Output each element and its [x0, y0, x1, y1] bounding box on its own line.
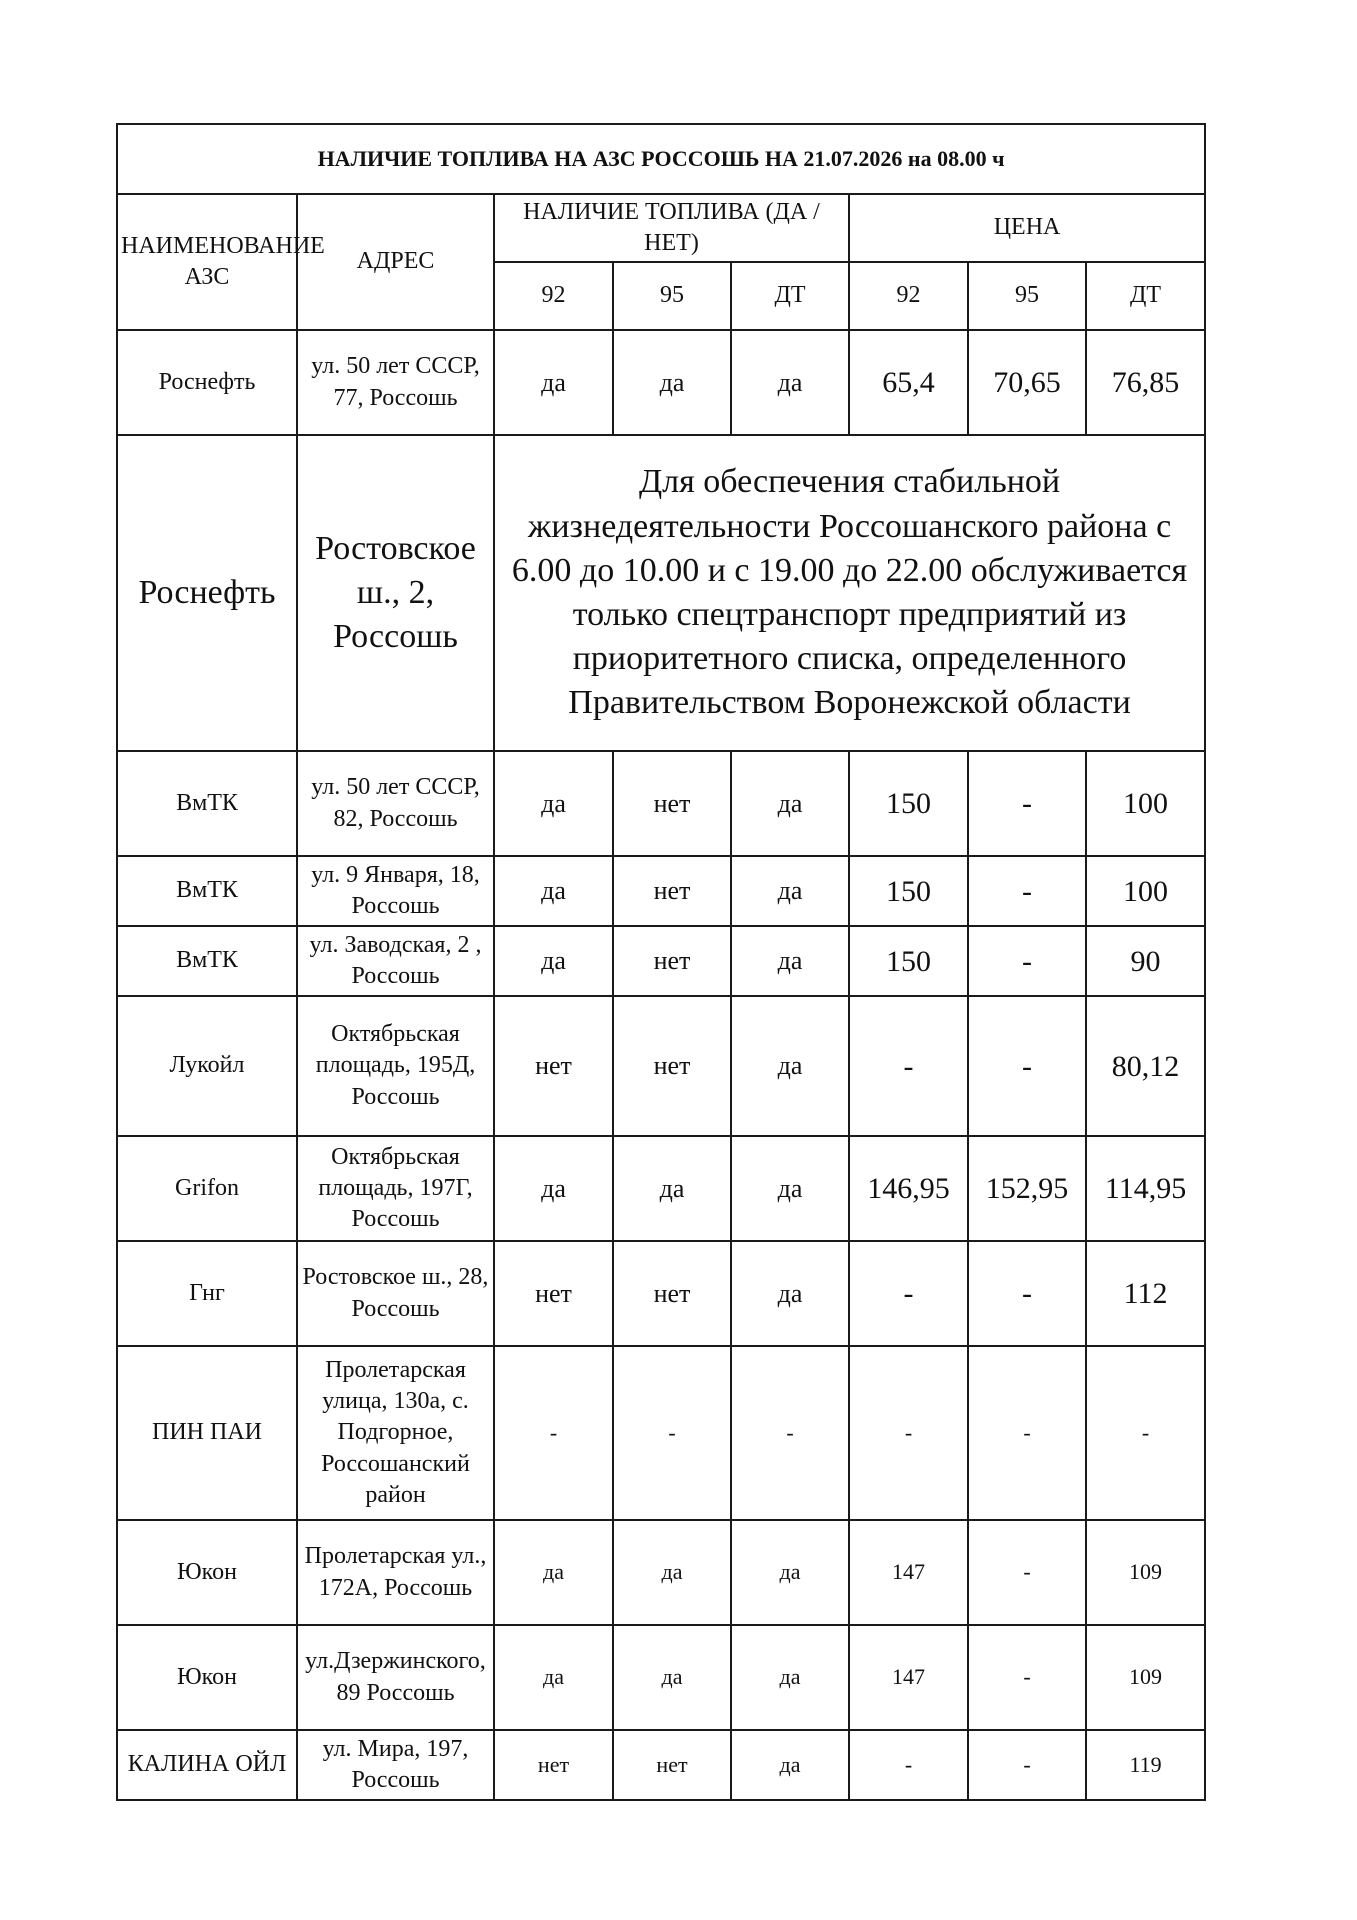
price-92: 65,4: [849, 330, 968, 435]
availability-95: нет: [613, 996, 731, 1136]
price-dt: 76,85: [1086, 330, 1205, 435]
price-95: -: [968, 1625, 1086, 1730]
price-dt: 80,12: [1086, 996, 1205, 1136]
price-95: -: [968, 1730, 1086, 1800]
price-dt: 90: [1086, 926, 1205, 996]
availability-92: да: [494, 856, 613, 926]
availability-95: нет: [613, 1241, 731, 1346]
price-92: 147: [849, 1520, 968, 1625]
station-address: ул. 50 лет СССР, 82, Россошь: [297, 751, 494, 856]
price-95: 152,95: [968, 1136, 1086, 1241]
price-dt: 112: [1086, 1241, 1205, 1346]
availability-dt: да: [731, 996, 849, 1136]
price-95: -: [968, 1346, 1086, 1520]
station-address: ул. 50 лет СССР, 77, Россошь: [297, 330, 494, 435]
station-address: Октябрьская площадь, 195Д, Россошь: [297, 996, 494, 1136]
station-address: Ростовское ш., 28, Россошь: [297, 1241, 494, 1346]
availability-dt: да: [731, 1625, 849, 1730]
availability-92: нет: [494, 996, 613, 1136]
availability-95: нет: [613, 1730, 731, 1800]
table-title: НАЛИЧИЕ ТОПЛИВА НА АЗС РОССОШЬ НА 21.07.2026 на 08.00 ч: [117, 124, 1205, 194]
station-name: Роснефть: [117, 435, 297, 751]
price-95: -: [968, 751, 1086, 856]
header-avail-dt: ДТ: [731, 262, 849, 330]
price-92: 150: [849, 751, 968, 856]
fuel-availability-table: [116, 123, 1206, 1801]
availability-92: нет: [494, 1730, 613, 1800]
table-row: [117, 1625, 1205, 1730]
table-row: [117, 1241, 1205, 1346]
price-92: -: [849, 1346, 968, 1520]
availability-92: да: [494, 330, 613, 435]
price-95: 70,65: [968, 330, 1086, 435]
table-row: [117, 1730, 1205, 1800]
service-notice: Для обеспечения стабильной жизнедеятельности Россошанского района с 6.00 до 10.00 и с 19.00 до 22.00 обслуживается только спецтранспорт предприятий из приоритетного списка, определенного Правительством Воронежской области: [494, 435, 1205, 751]
header-price-dt: ДТ: [1086, 262, 1205, 330]
header-name: НАИМЕНОВАНИЕ АЗС: [117, 194, 297, 330]
table-row: [117, 751, 1205, 856]
table-row: [117, 856, 1205, 926]
availability-92: да: [494, 1520, 613, 1625]
station-name: Роснефть: [117, 330, 297, 435]
header-price-92: 92: [849, 262, 968, 330]
availability-92: да: [494, 926, 613, 996]
price-95: -: [968, 856, 1086, 926]
station-name: ПИН ПАИ: [117, 1346, 297, 1520]
price-dt: -: [1086, 1346, 1205, 1520]
table-row: [117, 435, 1205, 751]
availability-95: да: [613, 1625, 731, 1730]
availability-92: да: [494, 1625, 613, 1730]
price-dt: 100: [1086, 751, 1205, 856]
price-dt: 114,95: [1086, 1136, 1205, 1241]
availability-95: нет: [613, 751, 731, 856]
station-name: ВмТК: [117, 751, 297, 856]
price-95: -: [968, 926, 1086, 996]
availability-dt: да: [731, 751, 849, 856]
price-92: 147: [849, 1625, 968, 1730]
station-name: Юкон: [117, 1625, 297, 1730]
price-dt: 100: [1086, 856, 1205, 926]
availability-92: да: [494, 751, 613, 856]
station-address: Ростовское ш., 2, Россошь: [297, 435, 494, 751]
availability-95: нет: [613, 926, 731, 996]
station-address: ул. 9 Января, 18, Россошь: [297, 856, 494, 926]
price-92: -: [849, 1730, 968, 1800]
availability-dt: да: [731, 926, 849, 996]
table-row: [117, 1136, 1205, 1241]
availability-95: нет: [613, 856, 731, 926]
price-dt: 119: [1086, 1730, 1205, 1800]
station-address: ул. Мира, 197, Россошь: [297, 1730, 494, 1800]
table-row: [117, 1520, 1205, 1625]
price-dt: 109: [1086, 1520, 1205, 1625]
price-92: -: [849, 996, 968, 1136]
availability-92: да: [494, 1136, 613, 1241]
availability-dt: да: [731, 856, 849, 926]
header-address: АДРЕС: [297, 194, 494, 330]
price-95: -: [968, 1241, 1086, 1346]
table-row: [117, 996, 1205, 1136]
header-row-1: [117, 194, 1205, 262]
station-address: ул.Дзержинского, 89 Россошь: [297, 1625, 494, 1730]
availability-dt: да: [731, 1730, 849, 1800]
station-name: Гнг: [117, 1241, 297, 1346]
availability-92: нет: [494, 1241, 613, 1346]
header-avail-95: 95: [613, 262, 731, 330]
station-name: Grifon: [117, 1136, 297, 1241]
price-95: -: [968, 996, 1086, 1136]
availability-dt: да: [731, 1241, 849, 1346]
price-92: 146,95: [849, 1136, 968, 1241]
station-address: Октябрьская площадь, 197Г, Россошь: [297, 1136, 494, 1241]
station-address: Пролетарская улица, 130а, с. Подгорное, Россошанский район: [297, 1346, 494, 1520]
availability-92: -: [494, 1346, 613, 1520]
station-name: Юкон: [117, 1520, 297, 1625]
availability-dt: да: [731, 330, 849, 435]
table-row: [117, 330, 1205, 435]
table-row: [117, 926, 1205, 996]
header-availability: НАЛИЧИЕ ТОПЛИВА (ДА / НЕТ): [494, 194, 849, 262]
price-95: -: [968, 1520, 1086, 1625]
availability-95: да: [613, 1520, 731, 1625]
station-address: ул. Заводская, 2 , Россошь: [297, 926, 494, 996]
availability-95: -: [613, 1346, 731, 1520]
header-price-95: 95: [968, 262, 1086, 330]
header-avail-92: 92: [494, 262, 613, 330]
availability-dt: да: [731, 1136, 849, 1241]
header-price: ЦЕНА: [849, 194, 1205, 262]
station-address: Пролетарская ул., 172А, Россошь: [297, 1520, 494, 1625]
station-name: ВмТК: [117, 926, 297, 996]
station-name: КАЛИНА ОЙЛ: [117, 1730, 297, 1800]
availability-95: да: [613, 330, 731, 435]
availability-95: да: [613, 1136, 731, 1241]
availability-dt: да: [731, 1520, 849, 1625]
price-dt: 109: [1086, 1625, 1205, 1730]
station-name: ВмТК: [117, 856, 297, 926]
price-92: 150: [849, 856, 968, 926]
availability-dt: -: [731, 1346, 849, 1520]
title-row: [117, 124, 1205, 194]
station-name: Лукойл: [117, 996, 297, 1136]
price-92: 150: [849, 926, 968, 996]
price-92: -: [849, 1241, 968, 1346]
table-row: [117, 1346, 1205, 1520]
